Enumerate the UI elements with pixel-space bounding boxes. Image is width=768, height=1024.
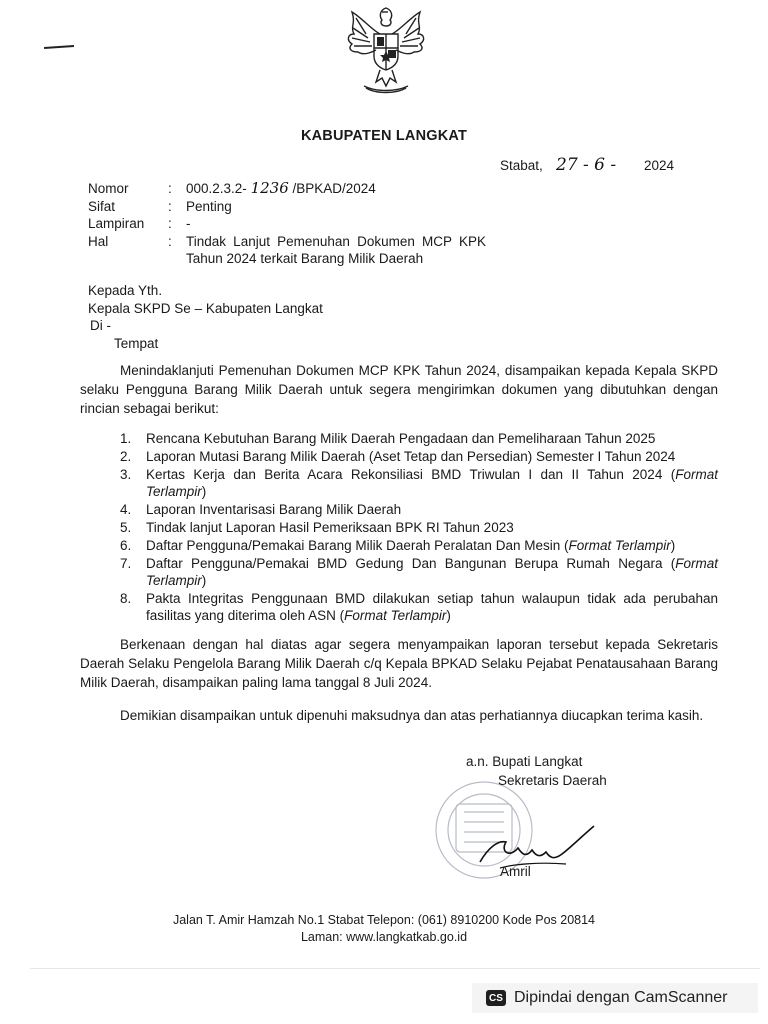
signature-title: Sekretaris Daerah xyxy=(498,773,607,788)
camscanner-logo-icon: CS xyxy=(486,990,506,1006)
list-item: 3. Kertas Kerja dan Berita Acara Rekonsiliasi BMD Triwulan I dan II Tahun 2024 (Format Terlampir) xyxy=(120,467,718,499)
pen-mark xyxy=(44,45,74,49)
recipient-name: Kepala SKPD Se – Kabupaten Langkat xyxy=(88,300,323,316)
list-item: 8. Pakta Integritas Penggunaan BMD dilakukan setiap tahun walaupun tidak ada perubahan fasilitas yang diterima oleh ASN (Format Terlampir) xyxy=(120,591,718,623)
camscanner-label: Dipindai dengan CamScanner xyxy=(514,989,728,1006)
date-year: 2024 xyxy=(644,158,675,173)
list-item: 5. Tindak lanjut Laporan Hasil Pemeriksaan BPK RI Tahun 2023 xyxy=(120,520,514,535)
letter-footer xyxy=(0,912,768,946)
date-place: Stabat, xyxy=(500,158,543,173)
meta-hal: Hal : Tindak Lanjut Pemenuhan Dokumen MCP KPK Tahun 2024 terkait Barang Milik Daerah xyxy=(88,233,486,266)
footer-address: Jalan T. Amir Hamzah No.1 Stabat Telepon: (061) 8910200 Kode Pos 20814 xyxy=(172,913,596,927)
meta-sifat: Sifat : Penting xyxy=(88,198,232,214)
intro-paragraph: Menindaklanjuti Pemenuhan Dokumen MCP KPK Tahun 2024, disampaikan kepada Kepala SKPD selaku Pengguna Barang Milik Daerah untuk segera mengirimkan dokumen yang dibutuhkan dengan rincian sebagai berikut: xyxy=(80,363,718,416)
document-list xyxy=(120,430,718,625)
signatory-name: Amril xyxy=(500,864,531,879)
closing-paragraph: Berkenaan dengan hal diatas agar segera menyampaikan laporan tersebut kepada Sekretaris Daerah Selaku Pengelola Barang Milik Daerah c/q Kepala BPKAD Selaku Pejabat Penatausahaan Barang Milik Daerah, disampaikan paling lama tanggal 8 Juli 2024. xyxy=(80,637,718,690)
camscanner-watermark xyxy=(472,983,758,1013)
letterhead-title: KABUPATEN LANGKAT xyxy=(300,128,468,144)
letter-meta xyxy=(88,180,506,268)
list-item: 6. Daftar Pengguna/Pemakai Barang Milik Daerah Peralatan Dan Mesin (Format Terlampir) xyxy=(120,538,676,553)
list-item: 1. Rencana Kebutuhan Barang Milik Daerah Pengadaan dan Pemeliharaan Tahun 2025 xyxy=(120,431,656,446)
thanks-paragraph: Demikian disampaikan untuk dipenuhi maksudnya dan atas perhatiannya diucapkan terima kasih. xyxy=(120,708,704,723)
handwritten-signature-icon xyxy=(470,818,600,878)
list-item: 4. Laporan Inventarisasi Barang Milik Daerah xyxy=(120,502,402,517)
recipient-salutation: Kepada Yth. xyxy=(88,283,163,298)
recipient-di: Di - xyxy=(90,318,111,333)
list-item: 2. Laporan Mutasi Barang Milik Daerah (Aset Tetap dan Persedian) Semester I Tahun 2024 xyxy=(120,449,676,464)
meta-lampiran: Lampiran : - xyxy=(88,216,191,231)
recipient-place: Tempat xyxy=(114,335,159,351)
meta-nomor: Nomor : 000.2.3.2- 1236 /BPKAD/2024 xyxy=(88,179,376,197)
list-item: 7. Daftar Pengguna/Pemakai BMD Gedung Dan Bangunan Berupa Rumah Negara (Format Terlampir) xyxy=(120,556,718,588)
recipient-block xyxy=(88,282,323,352)
divider xyxy=(30,968,760,969)
nomor-handwritten: 1236 xyxy=(250,179,289,197)
garuda-emblem-icon xyxy=(336,4,436,98)
footer-website: Laman: www.langkatkab.go.id xyxy=(300,930,468,944)
signature-block xyxy=(466,752,607,790)
date-handwritten: 27 - 6 - xyxy=(556,155,617,175)
signature-on-behalf: a.n. Bupati Langkat xyxy=(466,754,583,769)
